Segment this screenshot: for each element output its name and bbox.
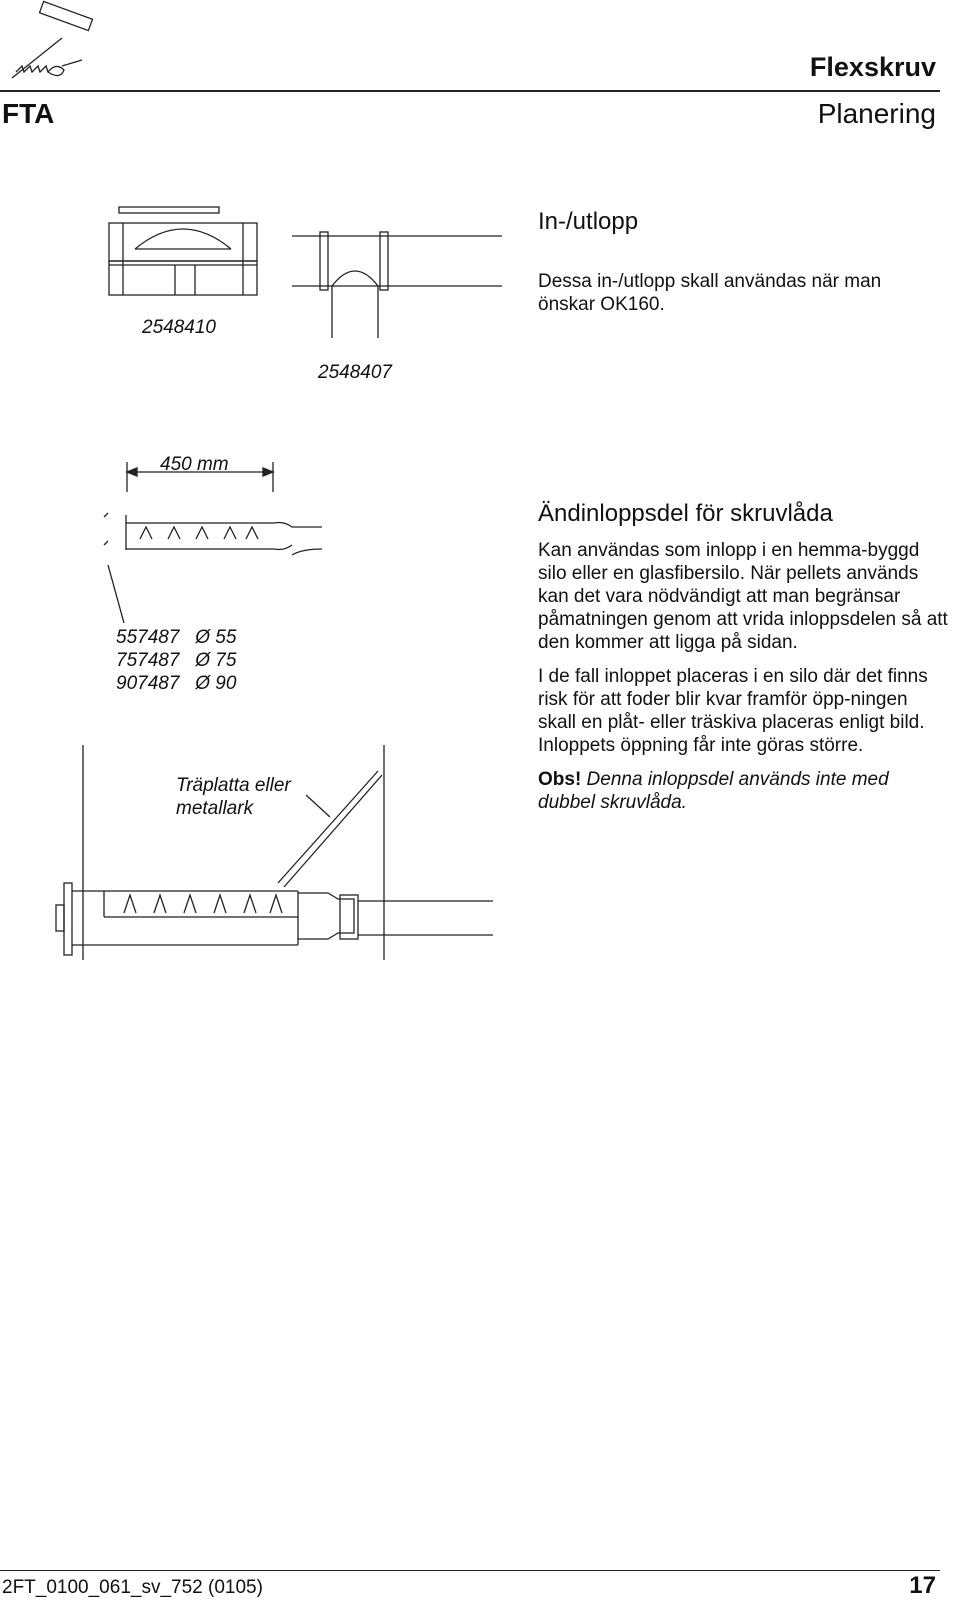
board-label: Träplatta eller metallark xyxy=(176,775,291,819)
paragraph-1: Kan användas som inlopp i en hemma-byggd silo eller en glasfibersilo. När pellets används kan det vara nödvändigt att man begränsar påmatningen genom att vrida inloppsdelen så att den kommer att ligga på sidan. xyxy=(538,540,948,653)
part-number-b: 2548407 xyxy=(318,362,392,383)
inlet-outlet-description: Dessa in-/utlopp skall användas när man önskar OK160. xyxy=(538,271,882,315)
end-inlet-text xyxy=(538,539,948,825)
page-number: 17 xyxy=(909,1572,936,1599)
part-row: 907487 Ø 90 xyxy=(116,673,237,694)
inlet-outlet-drawing-b xyxy=(292,228,502,338)
product-logo xyxy=(4,2,104,92)
inlet-parts-list xyxy=(116,626,236,695)
obs-note: Obs! Denna inloppsdel används inte med dubbel skruvlåda. xyxy=(538,769,889,813)
product-title: Flexskruv xyxy=(809,52,936,82)
document-id: 2FT_0100_061_sv_752 (0105) xyxy=(2,1577,263,1598)
model-label: FTA xyxy=(2,98,55,129)
part-row: 757487 Ø 75 xyxy=(116,650,237,671)
section-heading-inlet-outlet: In-/utlopp xyxy=(538,208,639,235)
section-heading-end-inlet: Ändinloppsdel för skruvlåda xyxy=(538,500,833,527)
header-divider xyxy=(0,90,940,92)
paragraph-2: I de fall inloppet placeras i en silo där det finns risk för att foder blir kvar framför öpp-ningen skall en plåt- eller träskiva placeras enligt bild. Inloppets öppning får inte göras större. xyxy=(538,666,928,756)
footer-divider xyxy=(0,1570,940,1571)
dimension-label: 450 mm xyxy=(160,454,229,475)
section-title: Planering xyxy=(817,98,936,129)
inlet-outlet-drawing-a xyxy=(105,205,265,295)
silo-installation-drawing xyxy=(48,745,508,975)
dimension-line xyxy=(125,462,275,492)
end-inlet-drawing xyxy=(96,505,336,585)
part-row: 557487 Ø 55 xyxy=(116,627,237,648)
part-number-a: 2548410 xyxy=(142,317,216,338)
